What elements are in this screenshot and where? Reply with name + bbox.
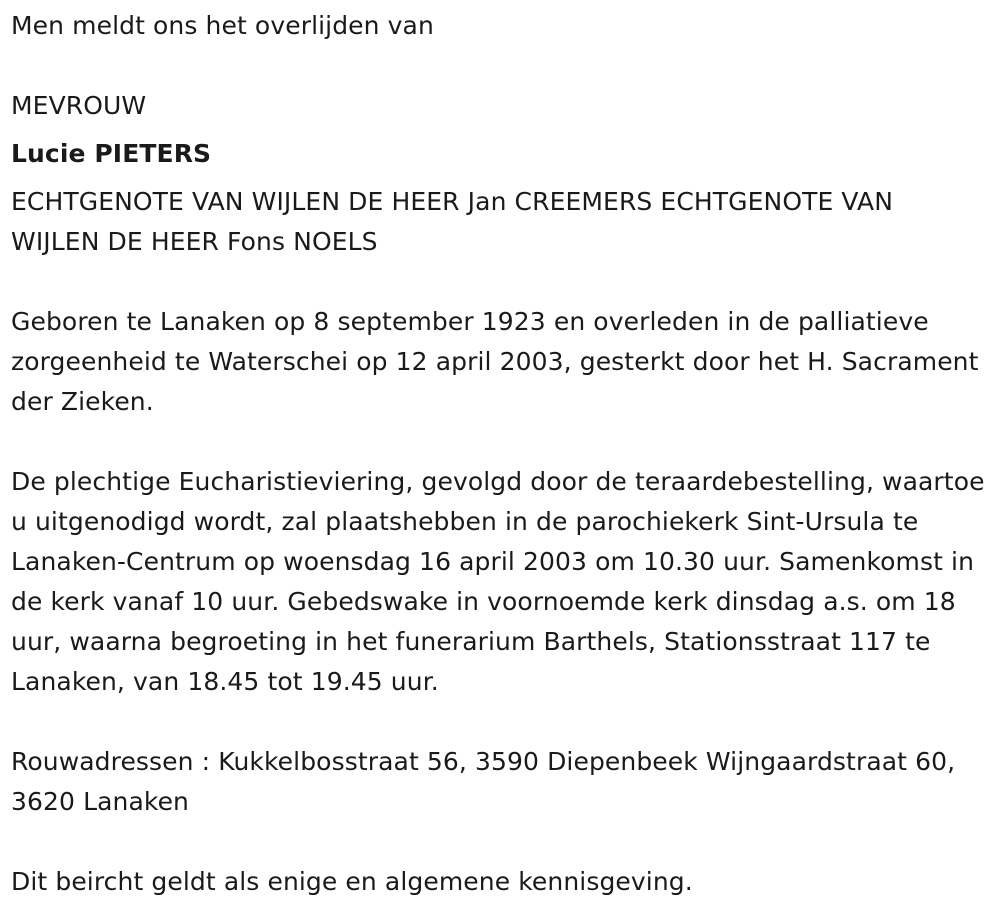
spacer [11,262,986,302]
deceased-name: Lucie PIETERS [11,139,212,168]
spacer [11,46,986,86]
spouse-text: ECHTGENOTE VAN WIJLEN DE HEER Jan CREEMERS ECHTGENOTE VAN WIJLEN DE HEER Fons NOELS [11,187,902,256]
ceremony-paragraph: De plechtige Eucharistieviering, gevolgd door de teraardebestelling, waartoe u uitgenodigd wordt, zal plaatshebben in de parochiekerk Sint-Ursula te Lanaken-Centrum op woensdag 16 april 2003 om 10.30 uur. Samenkomst in de kerk vanaf 10 uur. Gebedswake in voornoemde kerk dinsdag a.s. om 18 uur, waarna begroeting in het funerarium Barthels, Stationsstraat 117 te Lanaken, van 18.45 tot 19.45 uur. [11,467,993,696]
birth-death-paragraph: Geboren te Lanaken op 8 september 1923 en overleden in de palliatieve zorgeenheid te Waterschei op 12 april 2003, gesterkt door het H. Sacrament der Zieken. [11,307,987,416]
spacer [11,822,986,862]
intro-text: Men meldt ons het overlijden van [11,11,434,40]
closing-text: Dit beircht geldt als enige en algemene kennisgeving. [11,867,693,896]
addresses-paragraph: Rouwadressen : Kukkelbosstraat 56, 3590 Diepenbeek Wijngaardstraat 60, 3620 Lanaken [11,747,964,816]
death-notice [11,6,993,902]
honorific-title: MEVROUW [11,91,147,120]
spacer [11,422,986,462]
spacer [11,702,986,742]
